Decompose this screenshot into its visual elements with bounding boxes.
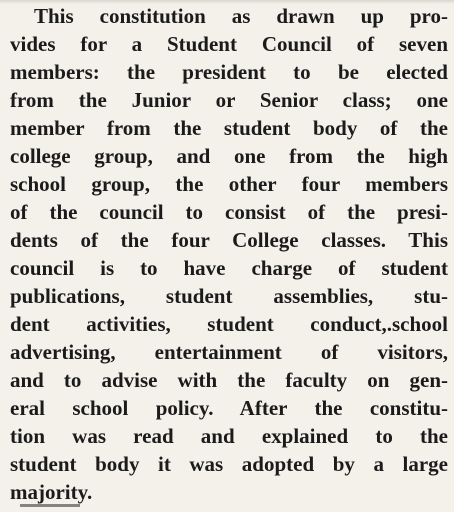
article-line-7: school group, the other four members: [10, 172, 448, 196]
article-line-12: dent activities, student conduct,.school: [10, 312, 448, 336]
article-line-8: of the council to consist of the presi-: [10, 200, 448, 224]
article-line-5: member from the student body of the: [10, 116, 448, 140]
article-line-2: vides for a Student Council of seven: [10, 32, 448, 56]
article-line-10: council is to have charge of student: [10, 256, 448, 280]
article-line-9: dents of the four College classes. This: [10, 228, 448, 252]
next-line-fragment: [20, 504, 80, 507]
article-line-16: tion was read and explained to the: [10, 424, 448, 448]
article-line-11: publications, student assemblies, stu-: [10, 284, 448, 308]
article-line-3: members: the president to be elected: [10, 60, 448, 84]
article-line-15: eral school policy. After the constitu-: [10, 396, 448, 420]
article-line-4: from the Junior or Senior class; one: [10, 88, 448, 112]
article-line-18: majority.: [10, 480, 93, 504]
article-line-1: This constitution as drawn up pro-: [34, 4, 448, 28]
article-line-14: and to advise with the faculty on gen-: [10, 368, 448, 392]
article-line-13: advertising, entertainment of visitors,: [10, 340, 448, 364]
article-line-6: college group, and one from the high: [10, 144, 448, 168]
article-line-17: student body it was adopted by a large: [10, 452, 448, 476]
